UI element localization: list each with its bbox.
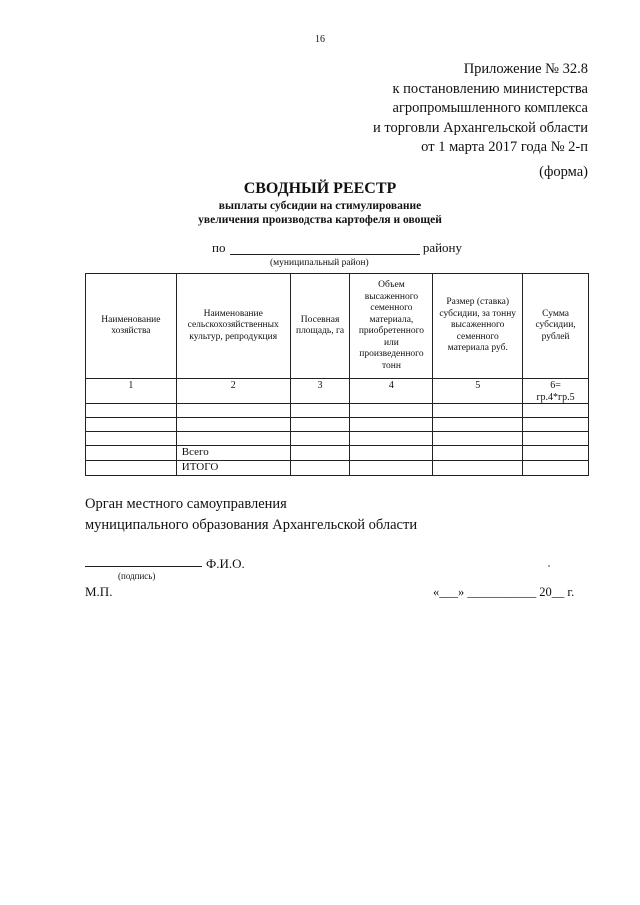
appendix-line: к постановлению министерства <box>392 80 588 97</box>
header-cell: Объем высаженного семенного материала, приобретенного или произведенного тонн <box>350 274 433 379</box>
district-field <box>212 240 462 256</box>
table-cell[interactable] <box>350 404 433 418</box>
scan-speck <box>548 565 550 567</box>
district-blank-line <box>230 254 420 255</box>
register-table <box>85 273 589 476</box>
table-cell[interactable] <box>176 404 290 418</box>
column-number: 6= <box>550 380 561 391</box>
appendix-line: от 1 марта 2017 года № 2-п <box>421 139 588 155</box>
subtitle-line: выплаты субсидии на стимулирование <box>218 200 422 212</box>
table-cell[interactable] <box>86 432 177 446</box>
total-label: Всего <box>176 446 290 461</box>
district-suffix: району <box>422 240 462 255</box>
table-cell[interactable] <box>176 418 290 432</box>
header-cell: Посевная площадь, га <box>290 274 350 379</box>
table-row <box>86 432 589 446</box>
table-cell[interactable] <box>86 404 177 418</box>
column-number-formula <box>523 379 589 404</box>
fio-label: Ф.И.О. <box>206 556 245 571</box>
header-cell: Сумма субсидии, рублей <box>523 274 589 379</box>
organization-block <box>85 494 417 536</box>
table-cell[interactable] <box>433 461 523 476</box>
table-cell[interactable] <box>86 461 177 476</box>
header-cell: Наименование хозяйства <box>86 274 177 379</box>
table-cell[interactable] <box>350 432 433 446</box>
table-cell[interactable] <box>350 418 433 432</box>
table-cell[interactable] <box>523 432 589 446</box>
table-row <box>86 404 589 418</box>
table-cell[interactable] <box>290 404 350 418</box>
table-cell[interactable] <box>523 404 589 418</box>
district-prefix: по <box>212 240 226 255</box>
column-number: 3 <box>290 379 350 404</box>
table-cell[interactable] <box>290 446 350 461</box>
table-cell[interactable] <box>290 461 350 476</box>
appendix-block <box>373 60 588 158</box>
date-field[interactable]: «___» ___________ 20__ г. <box>433 585 575 599</box>
header-row <box>86 274 589 379</box>
header-cell: Размер (ставка) субсидии, за тонну высаженного семенного материала руб. <box>433 274 523 379</box>
column-number: 4 <box>350 379 433 404</box>
grand-total-row <box>86 461 589 476</box>
document-title: СВОДНЫЙ РЕЕСТР <box>243 180 397 197</box>
table-cell[interactable] <box>176 432 290 446</box>
table-cell[interactable] <box>350 446 433 461</box>
table-row <box>86 418 589 432</box>
district-note: (муниципальный район) <box>270 258 369 268</box>
stamp-place-label: М.П. <box>85 584 113 599</box>
table-cell[interactable] <box>433 432 523 446</box>
formula-text: гр.4*гр.5 <box>536 391 575 403</box>
header-cell: Наименование сельскохозяйственных культур, репродукция <box>176 274 290 379</box>
organization-line: Орган местного самоуправления <box>85 496 287 512</box>
column-number: 5 <box>433 379 523 404</box>
table-cell[interactable] <box>433 418 523 432</box>
organization-line: муниципального образования Архангельской области <box>85 517 418 533</box>
table-cell[interactable] <box>290 418 350 432</box>
appendix-line: Приложение № 32.8 <box>463 61 588 77</box>
table-cell[interactable] <box>523 461 589 476</box>
form-label: (форма) <box>539 164 588 180</box>
page-number: 16 <box>315 34 325 45</box>
table-cell[interactable] <box>433 446 523 461</box>
table-cell[interactable] <box>290 432 350 446</box>
column-number-row <box>86 379 589 404</box>
table-cell[interactable] <box>523 418 589 432</box>
grand-total-label: ИТОГО <box>176 461 290 476</box>
table-cell[interactable] <box>86 446 177 461</box>
table-cell[interactable] <box>433 404 523 418</box>
table-cell[interactable] <box>86 418 177 432</box>
appendix-line: агропромышленного комплекса <box>392 100 588 116</box>
table-cell[interactable] <box>350 461 433 476</box>
signature-line[interactable] <box>85 566 202 567</box>
table-cell[interactable] <box>523 446 589 461</box>
total-row <box>86 446 589 461</box>
column-number: 1 <box>86 379 177 404</box>
signature-caption: (подпись) <box>118 571 156 581</box>
column-number: 2 <box>176 379 290 404</box>
document-subtitle <box>0 199 640 227</box>
subtitle-line: увеличения производства картофеля и овощей <box>198 214 442 226</box>
appendix-line: и торговли Архангельской области <box>372 119 588 136</box>
